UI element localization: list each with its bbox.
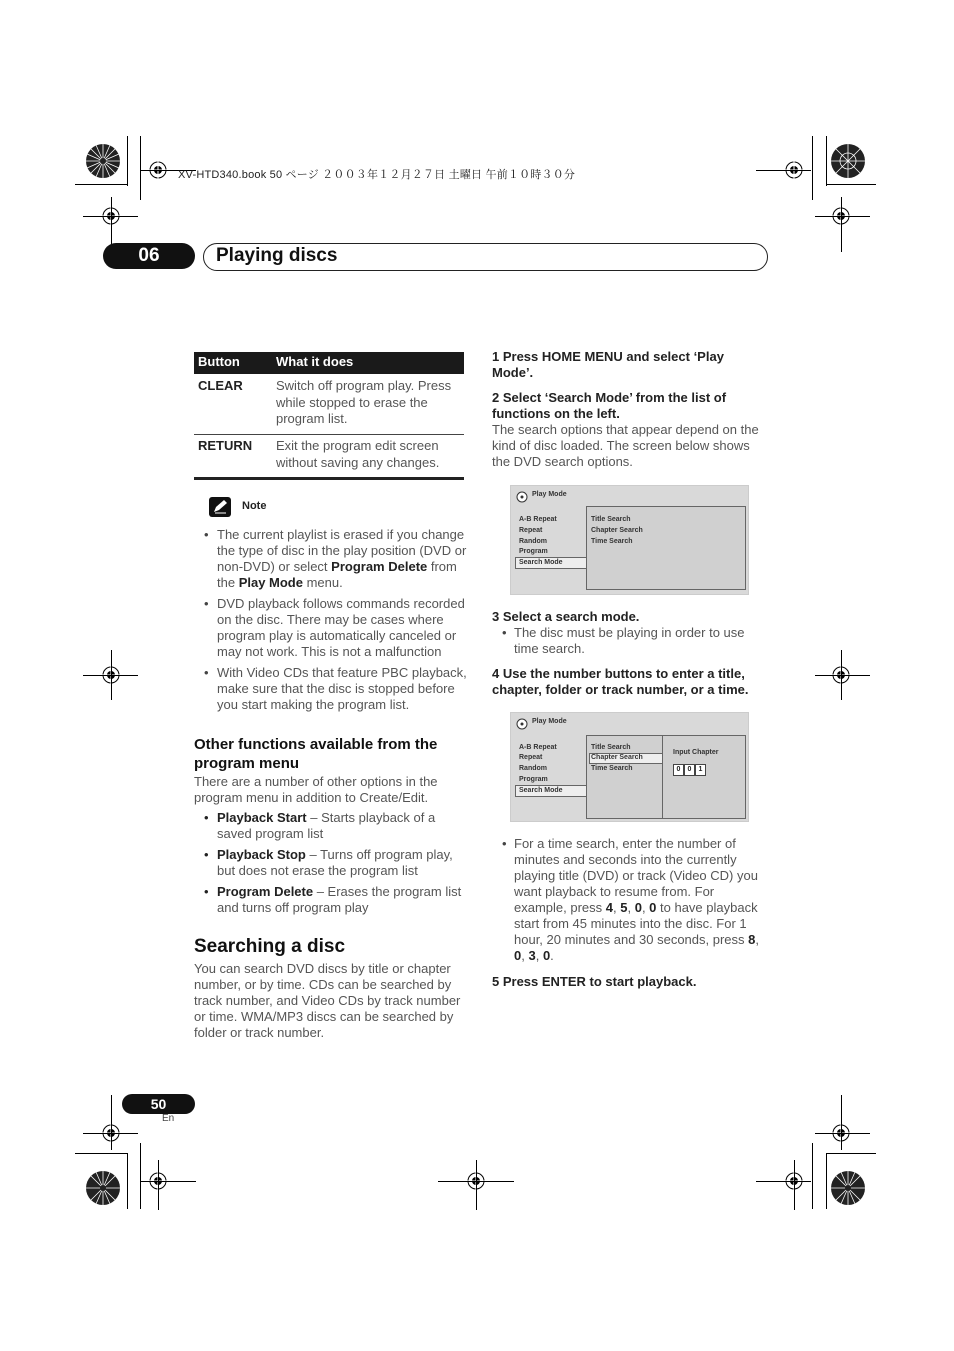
osd-menu-item: A-B Repeat [519, 516, 557, 523]
osd-submenu-item: Time Search [591, 538, 633, 545]
step-5: 5 Press ENTER to start playback. [492, 974, 697, 989]
starburst-icon [85, 1170, 121, 1206]
disc-icon [516, 717, 528, 729]
list-item: Program Delete – Erases the program list and turns off program play [217, 884, 462, 915]
osd-screen-search-mode [510, 485, 749, 595]
chapter-title-bar [203, 243, 768, 271]
step-2: 2 Select ‘Search Mode’ from the list of functions on the left. [492, 390, 727, 421]
row-button: CLEAR [198, 378, 243, 393]
osd-menu-item-selected: Search Mode [519, 559, 563, 566]
searching-body: You can search DVD discs by title or chapter number, or by time. CDs can be searched by track number, and Video CDs by track number or time. WMA/MP3 discs can be searched by folder or track number. [194, 961, 461, 1040]
note-pencil-icon [209, 497, 231, 517]
page-heading: Searching a disc [194, 936, 346, 957]
note-bullet: The current playlist is erased if you change the type of disc in the play position (DVD or non-DVD) or select Program Delete from the Play Mode menu. [217, 527, 467, 590]
osd-menu-item: Program [519, 776, 548, 783]
osd-digit-box: 0 [684, 764, 695, 776]
table-header-button: Button [198, 354, 240, 369]
starburst-icon [830, 1170, 866, 1206]
disc-icon [516, 490, 528, 502]
osd-digit-box: 0 [673, 764, 684, 776]
osd-menu-item: Repeat [519, 754, 543, 761]
osd-digit-box: 1 [695, 764, 706, 776]
osd-title: Play Mode [532, 718, 567, 725]
starburst-icon [85, 143, 121, 179]
note-label: Note [242, 500, 267, 512]
osd-input-label: Input Chapter [673, 749, 719, 756]
osd-input-panel [662, 735, 746, 819]
row-button: RETURN [198, 438, 253, 453]
step-4-bullet: For a time search, enter the number of minutes and seconds into the currently playing title (DVD) or track (Video CD) you want playback to resume from. For example, press 4, 5, 0, 0 to have playback start from 45 minutes into the disc. For 1 hour, 20 minutes and 30 seconds, press 8, 0, 3, 0. [514, 836, 760, 963]
step-3-bullet: The disc must be playing in order to use time search. [514, 625, 745, 656]
osd-submenu-item: Chapter Search [591, 527, 643, 534]
osd-menu-item: Program [519, 548, 548, 555]
step-4: 4 Use the number buttons to enter a title, chapter, folder or track number, or a time. [492, 666, 749, 697]
table-row [194, 436, 464, 476]
note-bullet: With Video CDs that feature PBC playback, make sure that the disc is stopped before you start making the program list. [217, 665, 467, 712]
step-1: 1 Press HOME MENU and select ‘Play Mode’. [492, 349, 724, 380]
step-3: 3 Select a search mode. [492, 609, 640, 624]
osd-submenu-item: Time Search [591, 765, 633, 772]
osd-screen-input-chapter [510, 712, 749, 822]
osd-submenu-item: Title Search [591, 744, 631, 751]
table-header [194, 352, 464, 374]
file-info: XV-HTD340.book 50 ページ ２００３年１２月２７日 土曜日 午前１０時３０分 [178, 169, 576, 181]
section-heading: Other functions available from the program menu [194, 736, 438, 772]
osd-menu-item: A-B Repeat [519, 744, 557, 751]
chapter-number: 06 [103, 243, 195, 269]
table-row [194, 376, 464, 434]
row-desc: Switch off program play. Press while stopped to erase the program list. [276, 378, 452, 426]
page-number: 50 [122, 1094, 195, 1114]
list-item: Playback Stop – Turns off program play, but does not erase the program list [217, 847, 453, 878]
osd-title: Play Mode [532, 491, 567, 498]
list-item: Playback Start – Starts playback of a saved program list [217, 810, 436, 841]
starburst-icon [830, 143, 866, 179]
step-2-body: The search options that appear depend on the kind of disc loaded. The screen below shows the DVD search options. [492, 422, 759, 469]
section-intro: There are a number of other options in the program menu in addition to Create/Edit. [194, 774, 438, 805]
osd-menu-item: Repeat [519, 527, 543, 534]
osd-menu-item: Random [519, 538, 547, 545]
osd-menu-item: Random [519, 765, 547, 772]
row-desc: Exit the program edit screen without saving any changes. [276, 438, 440, 470]
osd-submenu-item: Title Search [591, 516, 631, 523]
osd-submenu-item-selected: Chapter Search [591, 754, 643, 761]
table-header-desc: What it does [276, 354, 354, 369]
language-label: En [162, 1113, 175, 1124]
chapter-title: Playing discs [216, 245, 338, 266]
note-bullet: DVD playback follows commands recorded on the disc. There may be cases where program play is automatically canceled or may not work. This is not a malfunction [217, 596, 465, 659]
osd-menu-item-selected: Search Mode [519, 787, 563, 794]
